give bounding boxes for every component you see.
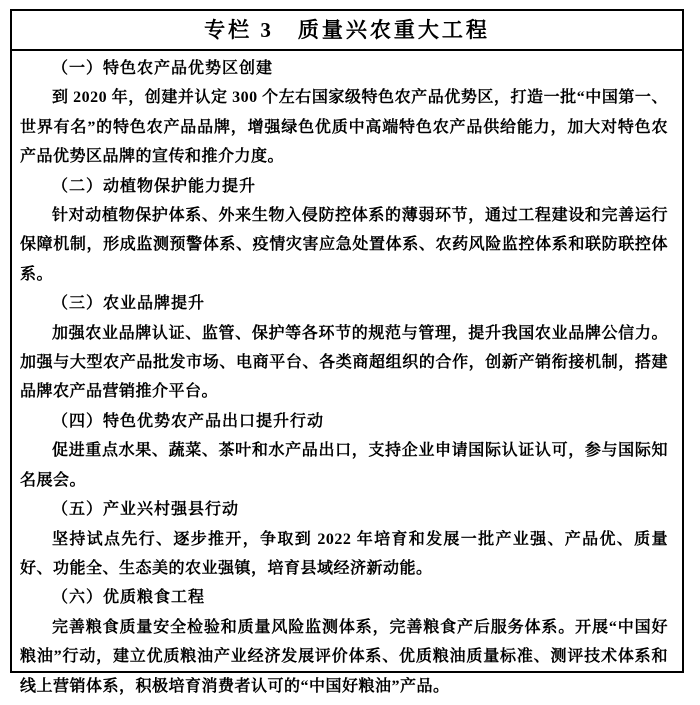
section-4-paragraph: 促进重点水果、蔬菜、茶叶和水产品出口，支持企业申请国际认证认可，参与国际知名展会。 [20, 442, 668, 489]
box-title: 专栏 3 质量兴农重大工程 [12, 11, 682, 51]
section-6-heading: （六）优质粮食工程 [52, 589, 206, 607]
column-box [10, 9, 684, 695]
section-3 [20, 289, 668, 407]
section-5 [20, 495, 668, 583]
section-3-heading: （三）农业品牌提升 [52, 295, 206, 313]
section-6 [20, 583, 668, 701]
section-4 [20, 407, 668, 495]
section-1-paragraph: 到 2020 年，创建并认定 300 个左右国家级特色农产品优势区，打造一批“中国第一、世界有名”的特色农产品品牌，增强绿色优质中高端特色农产品供给能力，加大对特色农产品优势区品牌的宣传和推介力度。 [20, 89, 668, 166]
section-2-heading: （二）动植物保护能力提升 [52, 177, 257, 195]
section-2-paragraph: 针对动植物保护体系、外来生物入侵防控体系的薄弱环节，通过工程建设和完善运行保障机制，形成监测预警体系、疫情灾害应急处置体系、农药风险监控体系和联防联控体系。 [20, 207, 668, 283]
section-5-heading: （五）产业兴村强县行动 [52, 501, 240, 519]
section-1 [20, 54, 668, 172]
section-1-heading: （一）特色农产品优势区创建 [52, 60, 274, 77]
section-3-paragraph: 加强农业品牌认证、监管、保护等各环节的规范与管理，提升我国农业品牌公信力。加强与大型农产品批发市场、电商平台、各类商超组织的合作，创新产销衔接机制，搭建品牌农产品营销推介平台。 [20, 324, 668, 401]
section-4-heading: （四）特色优势农产品出口提升行动 [52, 412, 325, 430]
section-5-paragraph: 坚持试点先行、逐步推开，争取到 2022 年培育和发展一批产业强、产品优、质量好、功能全、生态美的农业强镇，培育县域经济新动能。 [20, 530, 668, 577]
section-6-paragraph: 完善粮食质量安全检验和质量风险监测体系，完善粮食产后服务体系。开展“中国好粮油”行动，建立优质粮油产业经济发展评价体系、优质粮油质量标准、测评技术体系和线上营销体系，积极培育消费者认可的“中国好粮油”产品。 [20, 618, 668, 695]
section-2 [20, 172, 668, 290]
box-body [12, 51, 682, 705]
